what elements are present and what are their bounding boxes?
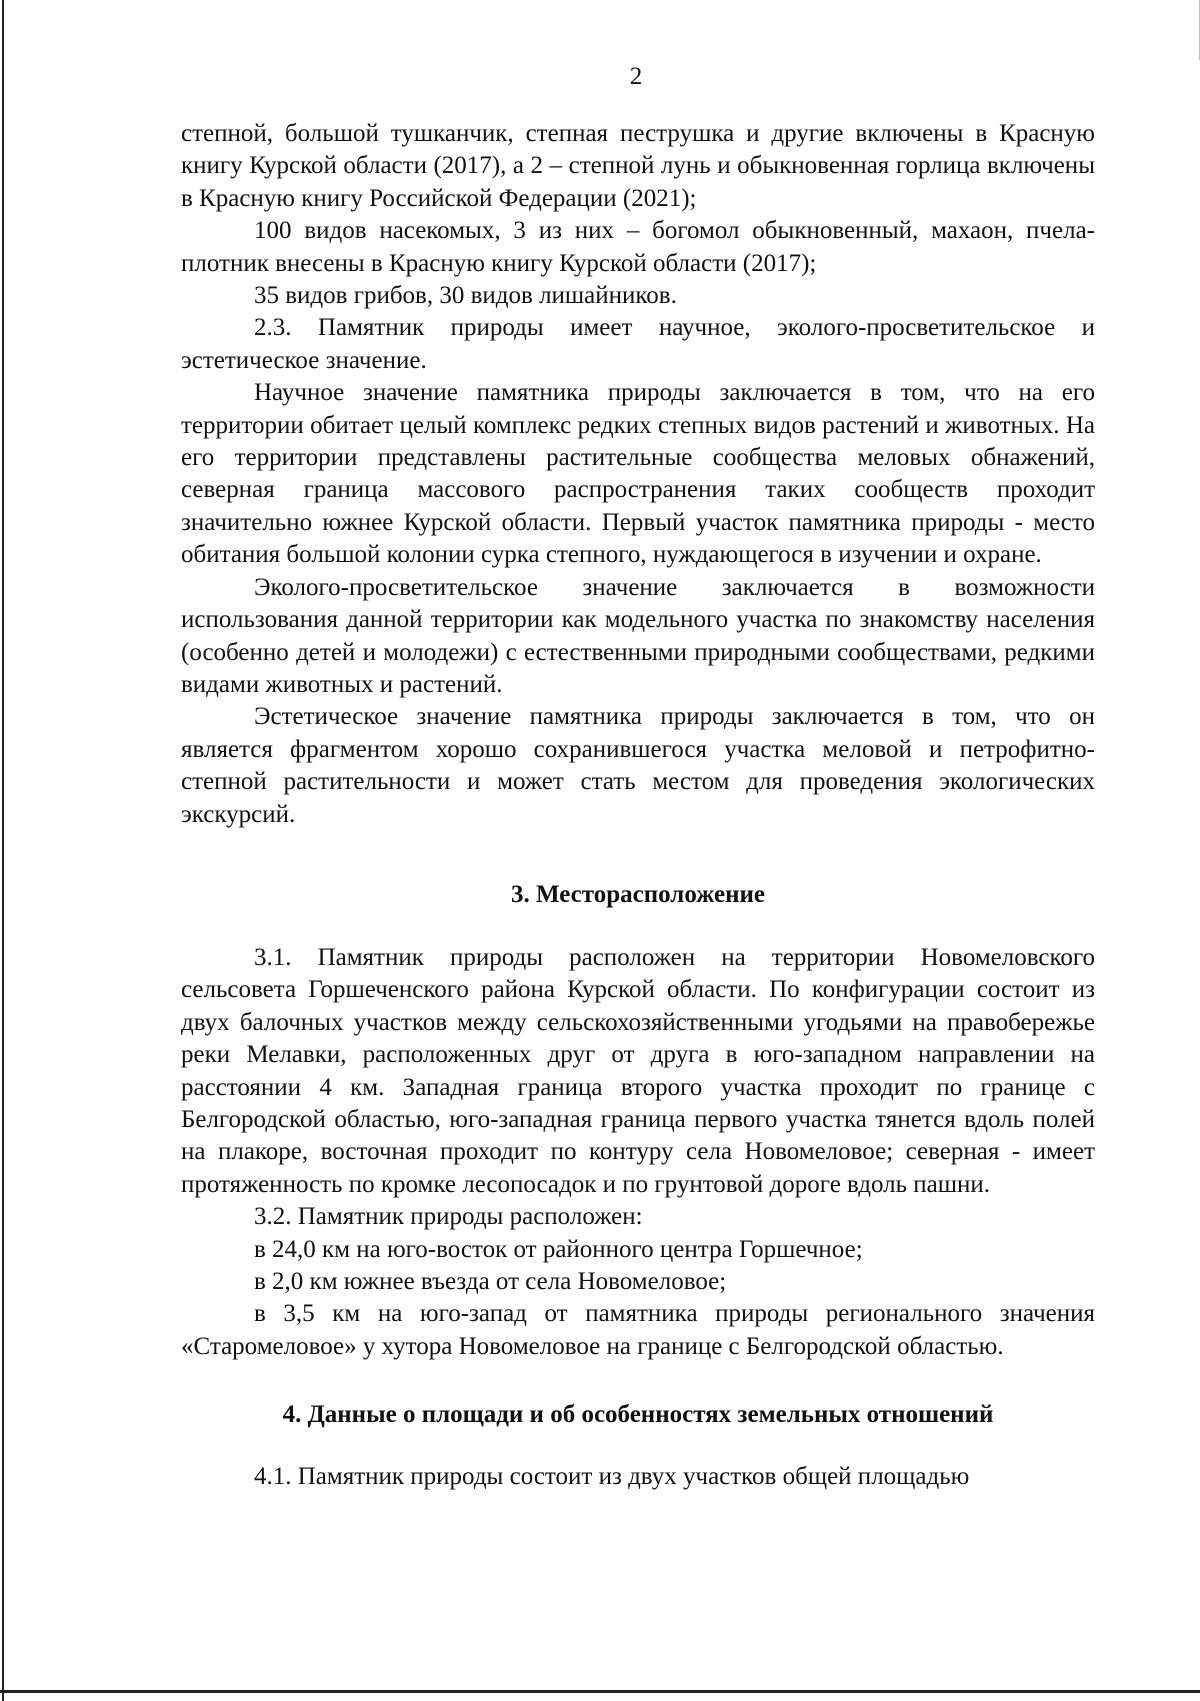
paragraph-3-1: 3.1. Памятник природы расположен на территории Новомеловского сельсовета Горшеченского района Курской области. По конфигурации состоит из двух балочных участков между сельскохозяйственными угодьями на правобережье реки Мелавки, расположенных друг от друга в юго-западном направлении на расстоянии 4 км. Западная граница второго участка проходит по границе с Белгородской областью, юго-западная граница первого участка тянется вдоль полей на плакоре, восточная проходит по контуру села Новомеловое; северная - имеет протяженность по кромке лесопосадок и по грунтовой дороге вдоль пашни. [181,943,1095,1198]
paragraph-educational-value: Эколого-просветительское значение заключается в возможности использования данной территории как модельного участка по знакомству населения (особенно детей и молодежи) с естественными природными сообществами, редкими видами животных и растений. [181,573,1095,698]
section-3-heading: 3. Месторасположение [511,880,765,908]
paragraph-2-3: 2.3. Памятник природы имеет научное, эколого-просветительское и эстетическое значение. [181,314,1095,374]
location-item-1: в 24,0 км на юго-восток от районного центра Горшечное; [254,1235,863,1263]
page-edge-bottom [0,1690,1200,1693]
paragraph-species-fungi: 35 видов грибов, 30 видов лишайников. [254,282,677,310]
location-item-2: в 2,0 км южнее въезда от села Новомеловое; [254,1268,727,1295]
document-body [181,118,1095,1494]
paragraph-4-1: 4.1. Памятник природы состоит из двух участков общей площадью [254,1463,970,1491]
page-number: 2 [629,63,643,90]
location-item-3: в 3,5 км на юго-запад от памятника природы регионального значения «Старомеловое» у хутора Новомеловое на границе с Белгородской областью. [181,1300,1095,1360]
paragraph-scientific-value: Научное значение памятника природы заключается в том, что на его территории обитает целый комплекс редких степных видов растений и животных. На его территории представлены растительные сообщества меловых обнажений, северная граница массового распространения таких сообществ проходит значительно южнее Курской области. Первый участок памятника природы - место обитания большой колонии сурка степного, нуждающегося в изучении и охране. [181,379,1095,569]
paragraph-aesthetic-value: Эстетическое значение памятника природы заключается в том, что он является фрагментом хорошо сохранившегося участка меловой и петрофитно-степной растительности и может стать местом для проведения экологических экскурсий. [181,703,1095,828]
paragraph-species-vertebrates: степной, большой тушканчик, степная пеструшка и другие включены в Красную книгу Курской области (2017), а 2 – степной лунь и обыкновенная горлица включены в Красную книгу Российской Федерации (2021); [181,120,1095,212]
paragraph-species-insects: 100 видов насекомых, 3 из них – богомол обыкновенный, махаон, пчела-плотник внесены в Красную книгу Курской области (2017); [181,217,1095,277]
page-edge-left [2,0,4,1701]
section-4-heading: 4. Данные о площади и об особенностях земельных отношений [282,1401,994,1429]
paragraph-3-2: 3.2. Памятник природы расположен: [254,1203,643,1231]
